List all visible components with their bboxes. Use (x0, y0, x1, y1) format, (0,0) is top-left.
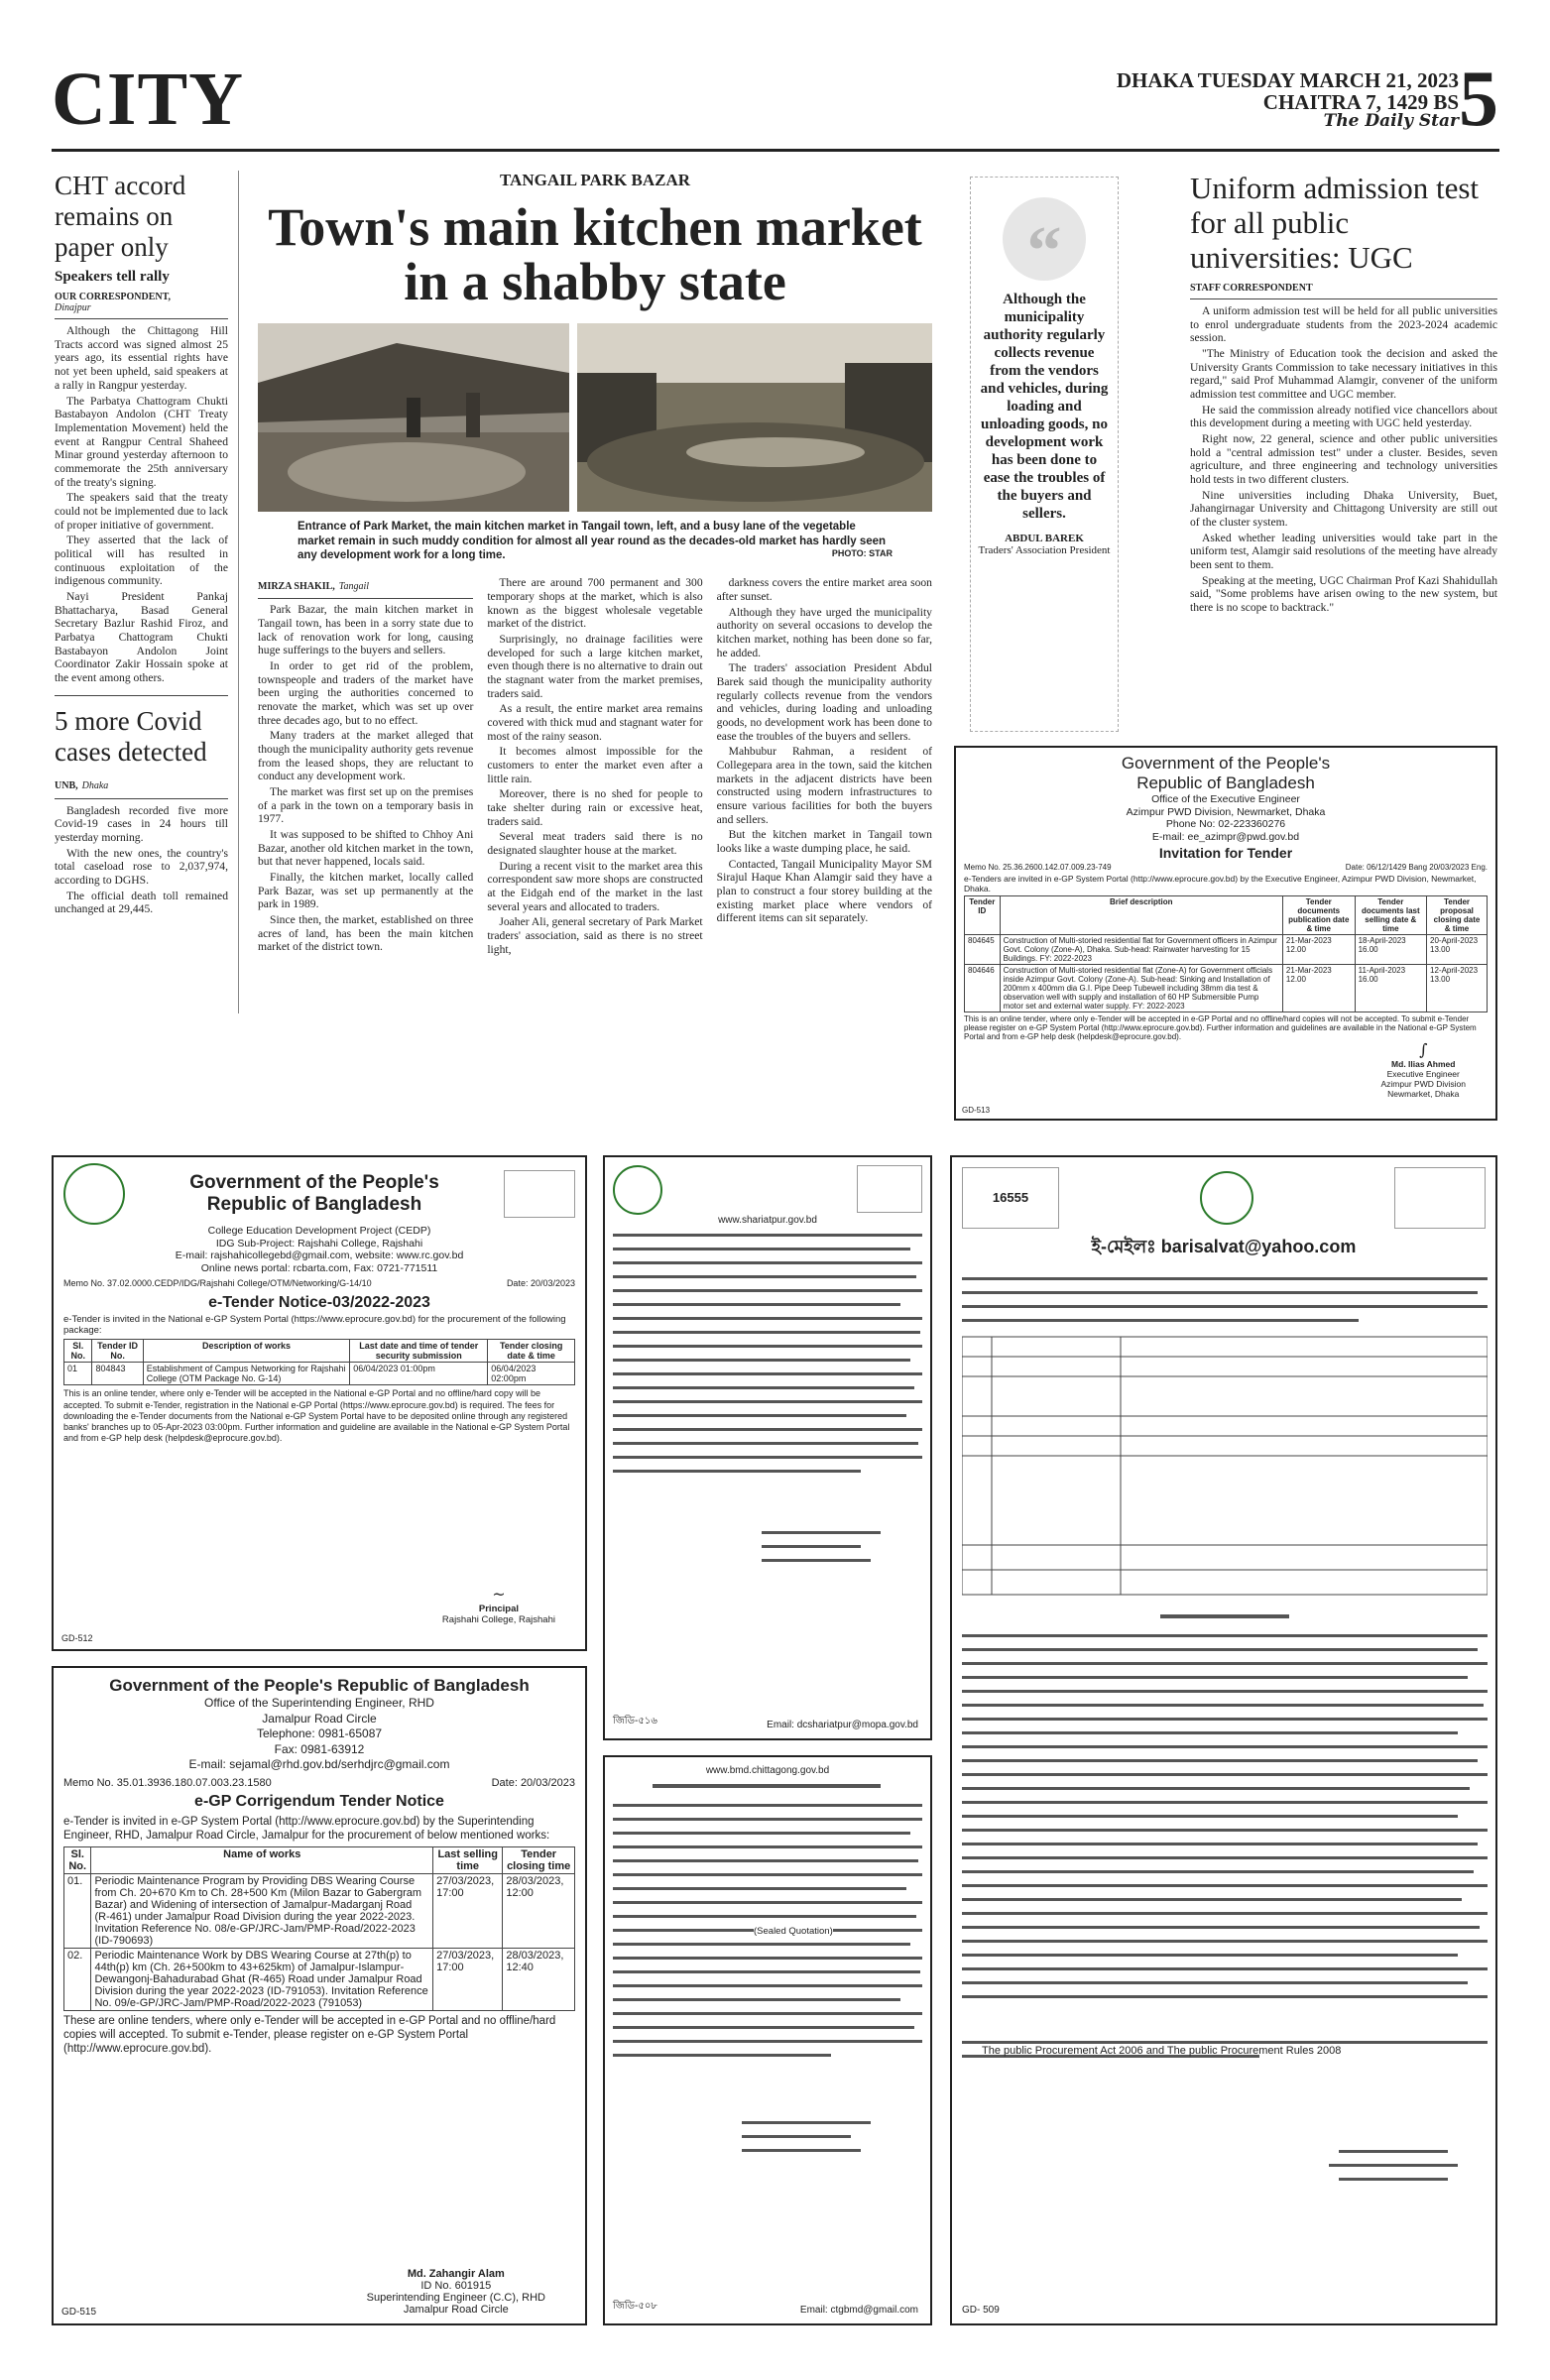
cht-paragraph: They asserted that the lack of political will has resulted in continuous exploitation of the indigenous community. (55, 534, 228, 588)
ad509-code: GD- 509 (962, 2305, 1000, 2316)
market-entrance-image (258, 323, 569, 512)
ugc-paragraph: Speaking at the meeting, UGC Chairman Prof Kazi Shahidullah said, "Some problems have arisen owing to the new system, but there is no scope to backtrack." (1190, 573, 1497, 615)
ad-gd-508 (603, 1755, 932, 2325)
ad515-note: These are online tenders, where only e-Tender will be accepted in e-GP Portal and no offline/hard copies will accepted. To submit e-Tender, please register on e-GP System Portal (http://www.eprocure.gov.bd). (63, 2014, 556, 2056)
story-paragraph: Although they have urged the municipality authority on several occasions to develop the kitchen market, nothing has been done so far, he added. (716, 605, 932, 659)
table-cell: Periodic Maintenance Program by Providing DBS Wearing Course from Ch. 20+670 Km to Ch. 28+500 Km (Milon Bazar to Gabergram Bazar) and Widening of intersection of Jamalpur-Madarganj Road (R-461) under Jamalpur Road Division during the year 2022-2023. Invitation Reference No. 08/e-GP/JRC-Jam/PMP-Road/2022-2023 (ID-790693) (91, 1873, 433, 1948)
ad512-office: College Education Development Project (CEDP) IDG Sub-Project: Rajshahi College, Rajshahi E-mail: rajshahicollegebd@gmail.com, website: www.rc.gov.bd Online news portal: rcbarta.com, Fax: 0721-771511 (175, 1225, 464, 1274)
table-header: Tender documents last selling date & time (1355, 896, 1426, 935)
ad509-email: ই-মেইলঃ barisalvat@yahoo.com (1091, 1237, 1357, 1256)
ad512-intro: e-Tender is invited in the National e-GP System Portal (https://www.eprocure.gov.bd) for the procurement of the following package: (63, 1314, 566, 1337)
table-cell: 804646 (965, 965, 1001, 1012)
story-paragraph: As a result, the entire market area remains covered with thick mud and stagnant water for most of the rainy season. (487, 702, 703, 743)
story-paragraph: Joaher Ali, general secretary of Park Market traders' association, said as there is no street light, (487, 915, 703, 956)
table-header: Sl. No. (64, 1340, 92, 1363)
table-cell: 01. (64, 1873, 91, 1948)
table-header: Tender ID (965, 896, 1001, 935)
ad513-note: This is an online tender, where only e-Tender will be accepted in e-GP Portal and no offline/hard copies will not be accepted. To submit e-Tender please register on e-GP System Portal (http://www.eprocure.gov.bd). Further information and guidelines are available in the National e-GP System Portal and from e-GP help desk (helpdesk@eprocure.gov.bd). (964, 1014, 1477, 1042)
divider (258, 598, 473, 599)
dateline (1117, 69, 1459, 131)
table-cell: 28/03/2023, 12:00 (503, 1873, 575, 1948)
table-cell: Construction of Multi-storied residential flat (Zone-A) for Government officials inside Azimpur Govt. Colony (Zone-A). Sub-head: Sinking and Installation of 200mm x 400mm dia G.I. Pipe Deep Tubewell including 38mm dia test & observation well with supply and installation of 60 HP Submersible Pump motor set and external water supply. FY: 2022-2023 (1000, 965, 1282, 1012)
table-cell: 18-April-2023 16.00 (1355, 935, 1426, 965)
table-cell: Periodic Maintenance Work by DBS Wearing Course at 27th(p) to 44th(p) km (Ch. 26+500km to 43+625km) of Jamalpur-Islampur-Dewangonj-Bahadurabad Ghat (R-465) Road under Jamalpur Road Division during the year 2022-2023 (ID-791053). Invitation Reference No. 09/e-GP/JRC-Jam/PMP-Road/2022-2023 (791053) (91, 1948, 433, 2010)
divider (55, 318, 228, 319)
ugc-paragraph: He said the commission already notified vice chancellors about this development during a meeting with UGC held yesterday. (1190, 403, 1497, 430)
story-paragraph: Since then, the market, established on three acres of land, has been the main kitchen market of the district town. (258, 913, 474, 954)
cht-place: Dinajpur (55, 302, 91, 314)
story-paragraph: Many traders at the market alleged that though the municipality authority gets revenue from the leased shops, they are reluctant to conduct any development work. (258, 729, 474, 783)
portrait-icon (1394, 1167, 1486, 1229)
ad513-memo-row: Memo No. 25.36.2600.142.07.009.23-749 Date: 06/12/1429 Bang 20/03/2023 Eng. (964, 863, 1488, 873)
quote-name: ABDUL BAREK (1005, 533, 1084, 544)
ugc-paragraph: "The Ministry of Education took the decision and asked the University Grants Commission to take necessary initiatives in this regard," said Prof Muhammad Alamgir, convener of the uniform admission test committee and UGC member. (1190, 347, 1497, 402)
divider (55, 695, 228, 696)
cht-paragraph: The speakers said that the treaty could not be implemented due to lack of proper initiative of government. (55, 491, 228, 532)
story-col-3 (717, 576, 932, 958)
ad508-sealed-quotation: (Sealed Quotation) (754, 1926, 833, 1937)
muddy-lane-image (577, 323, 932, 512)
table-cell: 804645 (965, 935, 1001, 965)
ad509-act: The public Procurement Act 2006 and The public Procurement Rules 2008 (982, 2045, 1342, 2057)
ad513-heading: Government of the People's Republic of Bangladesh (1121, 754, 1331, 792)
ad515-title: e-GP Corrigendum Tender Notice (194, 1792, 444, 1810)
ugc-paragraph: Asked whether leading universities would take part in the uniform test, Alamgir said resolutions of the meeting have already been sent to them. (1190, 531, 1497, 572)
table-cell: 06/04/2023 01:00pm (350, 1363, 488, 1385)
table-row (965, 935, 1488, 965)
main-story (258, 171, 932, 958)
ad-gd-512 (52, 1155, 587, 1651)
story-paragraph: Park Bazar, the main kitchen market in Tangail town, has been in a sorry state due to lack of renovation work for long, causing huge sufferings to the buyers and sellers. (258, 603, 474, 657)
quote-role: Traders' Association President (978, 544, 1111, 556)
ad513-intro: e-Tenders are invited in e-GP System Portal (http://www.eprocure.gov.bd) by the Executive Engineer, Azimpur PWD Division, Newmarket, Dhaka. (964, 874, 1477, 894)
ad515-code: GD-515 (61, 2307, 97, 2318)
ad512-signature: ~ Principal Rajshahi College, Rajshahi (441, 1585, 555, 1625)
pull-quote-box (970, 177, 1119, 732)
ad-gd-513 (954, 746, 1497, 1121)
ugc-byline: STAFF CORRESPONDENT (1190, 283, 1313, 295)
ad-gd-516 (603, 1155, 932, 1740)
table-header: Tender proposal closing date & time (1427, 896, 1488, 935)
ugc-body (1190, 304, 1497, 615)
ad512-title: e-Tender Notice-03/2022-2023 (208, 1294, 430, 1312)
right-story (1190, 171, 1497, 617)
market-photo-left (258, 323, 569, 512)
ugc-paragraph: A uniform admission test will be held for all public universities to enrol undergraduate students from the 2023-2024 academic session. (1190, 304, 1497, 345)
story-paragraph: There are around 700 permanent and 300 temporary shops at the market, which is also known as the biggest wholesale vegetable market of the district. (487, 576, 703, 631)
ad515-signature: Md. Zahangir Alam ID No. 601915 Superintending Engineer (C.C), RHD Jamalpur Road Circle (366, 2268, 545, 2316)
table-cell: 21-Mar-2023 12.00 (1282, 965, 1355, 1012)
table-row (64, 1363, 575, 1385)
story-headline: Town's main kitchen market in a shabby state (268, 197, 922, 312)
ad513-table (964, 895, 1488, 1012)
story-paragraph: Finally, the kitchen market, locally called Park Bazar, was set up permanently at the park in 1989. (258, 871, 474, 911)
story-paragraph: It was supposed to be shifted to Chhoy Ani Bazar, another old kitchen market in the town, but that never happened, locals said. (258, 828, 474, 869)
ad509-header (962, 1167, 1486, 1229)
bangla-text-block (962, 1277, 1488, 2249)
story-byline: MIRZA SHAKIL, (258, 581, 335, 593)
covid-paragraph: Bangladesh recorded five more Covid-19 cases in 24 hours till yesterday morning. (55, 803, 228, 845)
govt-seal-icon (63, 1163, 125, 1225)
ad512-note: This is an online tender, where only e-Tender will be accepted in the National e-GP Portal and no offline/hard copy will be accepted. To submit e-Tender, registration in the National e-GP Portal (https://www.eprocure.gov.bd) is required. The fees for downloading the e-Tender documents from the National e-GP System Portal have to be deposited online through any registered banks' branches up to 05-Apr-2023 03:00pm. Further information and guideline are available in the National e-GP System Portal and from e-GP help desk (helpdesk@eprocure.gov.bd). (63, 1388, 570, 1444)
table-row (64, 1948, 575, 2010)
table-cell: 28/03/2023, 12:40 (503, 1948, 575, 2010)
ad513-code: GD-513 (962, 1106, 991, 1115)
story-col-2 (487, 576, 702, 958)
govt-seal-icon (1200, 1171, 1253, 1225)
table-cell: 804843 (92, 1363, 143, 1385)
table-cell: 12-April-2023 13.00 (1427, 965, 1488, 1012)
divider (55, 798, 228, 799)
ugc-headline: Uniform admission test for all public universities: UGC (1190, 171, 1480, 276)
table-header: Description of works (143, 1340, 350, 1363)
table-cell: 02. (64, 1948, 91, 2010)
section-title: CITY (52, 58, 245, 141)
table-header: Tender ID No. (92, 1340, 143, 1363)
ad516-website: www.shariatpur.gov.bd (718, 1215, 817, 1226)
table-cell: 27/03/2023, 17:00 (433, 1948, 503, 2010)
cht-paragraph: Nayi President Pankaj Bhattacharya, Basad General Secretary Bazlur Rashid Firoz, and Parbatya Chattogram Chukti Bastabayon Andolon Joint Coordinator Zakir Hossain spoke at the event among others. (55, 589, 228, 684)
photo-caption (258, 520, 932, 562)
market-photo-right (577, 323, 932, 512)
ad515-intro: e-Tender is invited in e-GP System Portal (http://www.eprocure.gov.bd) by the Superintending Engineer, RHD, Jamalpur Road Circle, Jamalpur for the procurement of below mentioned works: (63, 1815, 550, 1843)
table-cell: 20-April-2023 13.00 (1427, 935, 1488, 965)
cht-paragraph: Although the Chittagong Hill Tracts accord was signed almost 25 years ago, its essential rights have not yet been upheld, said speakers at a rally in Rangpur yesterday. (55, 324, 228, 392)
table-row (965, 965, 1488, 1012)
story-paragraph: Several meat traders said there is no designated slaughter house at the market. (487, 830, 703, 858)
ad508-bangla-text (613, 1784, 922, 2215)
left-column (55, 171, 228, 918)
ad512-memo-row: Memo No. 37.02.0000.CEDP/IDG/Rajshahi College/OTM/Networking/G-14/10 Date: 20/03/2023 (63, 1278, 575, 1289)
cht-byline: OUR CORRESPONDENT, (55, 292, 172, 303)
story-paragraph: darkness covers the entire market area soon after sunset. (716, 576, 932, 603)
table-header: Last date and time of tender security submission (350, 1340, 488, 1363)
ad-gd-515 (52, 1666, 587, 2325)
paper-name: The Daily Star (1323, 111, 1459, 132)
ad509-bangla-text (962, 1277, 1486, 2254)
photo-credit: PHOTO: STAR (831, 547, 893, 558)
table-cell: 01 (64, 1363, 92, 1385)
ad515-heading: Government of the People's Republic of Bangladesh (109, 1676, 530, 1695)
story-paragraph: Contacted, Tangail Municipality Mayor SM Sirajul Haque Khan Alamgir said they have a plan to construct a four storey building at the existing market place where vendors of different items can sit separately. (716, 857, 932, 925)
story-columns (258, 576, 932, 958)
story-paragraph: But the kitchen market in Tangail town looks like a waste dumping place, he said. (716, 828, 932, 856)
ad512-header: Government of the People's Republic of Bangladesh (63, 1163, 575, 1225)
cht-body (55, 324, 228, 684)
cht-paragraph: The Parbatya Chattogram Chukti Bastabayon Andolon (CHT Treaty Implementation Movement) held the event at Rangpur Central Shaheed Minar ground yesterday afternoon to commemorate the 25th anniversary of the treaty's signing. (55, 394, 228, 489)
table-cell: 11-April-2023 16.00 (1355, 965, 1426, 1012)
ad516-code: জিডি-৫১৬ (613, 1716, 657, 1726)
masthead-rule (52, 149, 1499, 152)
covid-body (55, 804, 228, 916)
date-bangla: CHAITRA 7, 1429 BS (1262, 90, 1459, 115)
table-cell: 21-Mar-2023 12.00 (1282, 935, 1355, 965)
ad512-code: GD-512 (61, 1633, 93, 1643)
column-rule (238, 171, 239, 1013)
table-header: Sl. No. (64, 1846, 91, 1873)
ad516-header (613, 1165, 922, 1215)
story-paragraph: In order to get rid of the problem, townspeople and traders of the market have been urging the authorities concerned to renovate the market, which was set up over three decades ago, but to no effect. (258, 658, 474, 727)
portrait-icon (857, 1165, 922, 1213)
story-paragraph: Moreover, there is no shed for people to take shelter during rain or excessive heat, traders said. (487, 787, 703, 828)
table-header: Last selling time (433, 1846, 503, 1873)
ad-gd-509 (950, 1155, 1497, 2325)
table-header: Name of works (91, 1846, 433, 1873)
story-kicker: TANGAIL PARK BAZAR (499, 171, 691, 189)
story-paragraph: The traders' association President Abdul Barek said though the municipality authority regularly collects revenue from the vendors and vehicles, during loading and unloading goods, no development work has been done to ease the troubles of the buyers and sellers. (716, 661, 932, 743)
photo-row (258, 323, 932, 512)
date-english: DHAKA TUESDAY MARCH 21, 2023 (1116, 68, 1459, 92)
covid-headline: 5 more Covid cases detected (55, 705, 207, 767)
story-col-1 (258, 603, 473, 954)
ad508-email: Email: ctgbmd@gmail.com (799, 2305, 918, 2316)
table-header: Tender documents publication date & time (1282, 896, 1355, 935)
caption-text: Entrance of Park Market, the main kitchen market in Tangail town, left, and a busy lane of the vegetable market remain in such muddy condition for almost all year round as the decades-old market has hardly seen any development work for a long time. (298, 521, 887, 561)
cht-subhead: Speakers tell rally (55, 269, 170, 286)
ad515-office: Office of the Superintending Engineer, RHD Jamalpur Road Circle Telephone: 0981-65087 Fax: 0981-63912 E-mail: sejamal@rhd.gov.bd/serhdjrc@gmail.com (188, 1696, 450, 1772)
table-header: Tender closing time (503, 1846, 575, 1873)
table-row (64, 1873, 575, 1948)
table-cell: Establishment of Campus Networking for Rajshahi College (OTM Package No. G-14) (143, 1363, 350, 1385)
pull-quote-text: Although the municipality authority regularly collects revenue from the vendors and vehicles, during loading and unloading goods, no development work has been done to ease the troubles of the buyers and sellers. (980, 292, 1109, 522)
story-paragraph: Mahbubur Rahman, a resident of Collegepara area in the town, said the kitchen markets in the adjacent districts have been constructed using modern infrastructures to ensure various facilities for both the buyers and sellers. (716, 745, 932, 826)
page-number: 5 (1459, 56, 1498, 143)
cht-headline: CHT accord remains on paper only (55, 171, 186, 263)
divider (1190, 298, 1497, 299)
ad516-email: Email: dcshariatpur@mopa.gov.bd (767, 1720, 918, 1730)
ad512-table (63, 1339, 575, 1385)
covid-paragraph: With the new ones, the country's total caseload rose to 2,037,974, according to DGHS. (55, 846, 228, 888)
ad508-website: www.bmd.chittagong.gov.bd (705, 1765, 830, 1776)
portrait-icon (504, 1170, 575, 1218)
table-cell: Construction of Multi-storied residential flat for Government officers in Azimpur Govt. Colony (Zone-A), Dhaka. Sub-head: Rainwater harvesting for 15 Buildings. FY: 2022-2023 (1000, 935, 1282, 965)
ad513-signature: ∫ Md. Ilias Ahmed Executive Engineer Azimpur PWD Division Newmarket, Dhaka (1380, 1040, 1466, 1099)
ugc-paragraph: Nine universities including Dhaka University, Buet, Jahangirnagar University and Chittagong University are still out of the cluster system. (1190, 488, 1497, 530)
ad515-table (63, 1846, 575, 2011)
covid-paragraph: The official death toll remained unchanged at 29,445. (55, 889, 228, 916)
ugc-paragraph: Right now, 22 general, science and other public universities hold a "central admission test" under a cluster. Besides, seven agriculture, and three engineering and technology universities hold tests in two different clusters. (1190, 432, 1497, 487)
bangla-text-block (613, 1234, 922, 1630)
story-place: Tangail (338, 581, 369, 593)
bangla-text-block (613, 1784, 922, 2210)
ad513-office: Office of the Executive Engineer Azimpur PWD Division, Newmarket, Dhaka Phone No: 02-223360276 E-mail: ee_azimpr@pwd.gov.bd (1126, 793, 1326, 843)
covid-byline: UNB, (55, 779, 78, 791)
table-cell: 06/04/2023 02:00pm (488, 1363, 575, 1385)
story-paragraph: During a recent visit to the market area this correspondent saw more shops are constructed at the Eidgah end of the market in the last several years and allocated to traders. (487, 859, 703, 913)
ad515-memo-row: Memo No. 35.01.3936.180.07.003.23.1580 Date: 20/03/2023 (63, 1776, 575, 1789)
ad516-bangla-text (613, 1234, 922, 1635)
story-paragraph: It becomes almost impossible for the customers to enter the market even after a little rain. (487, 745, 703, 785)
story-paragraph: Surprisingly, no drainage facilities were developed for such a large kitchen market, even though there is no alternative to drain out the stagnant water from the market premises, traders said. (487, 632, 703, 700)
govt-seal-icon (613, 1165, 662, 1215)
quote-mark-icon: “ (1003, 197, 1086, 281)
story-paragraph: The market was first set up on the premises of a park in the town on a temporary basis in 1977. (258, 785, 474, 826)
hotline-badge: 16555 (962, 1167, 1059, 1229)
table-header: Tender closing date & time (488, 1340, 575, 1363)
covid-place: Dhaka (81, 779, 109, 791)
ad513-title: Invitation for Tender (1158, 845, 1293, 862)
table-header: Brief description (1000, 896, 1282, 935)
ad508-code: জিডি-৫০৮ (613, 2301, 657, 2312)
table-cell: 27/03/2023, 17:00 (433, 1873, 503, 1948)
